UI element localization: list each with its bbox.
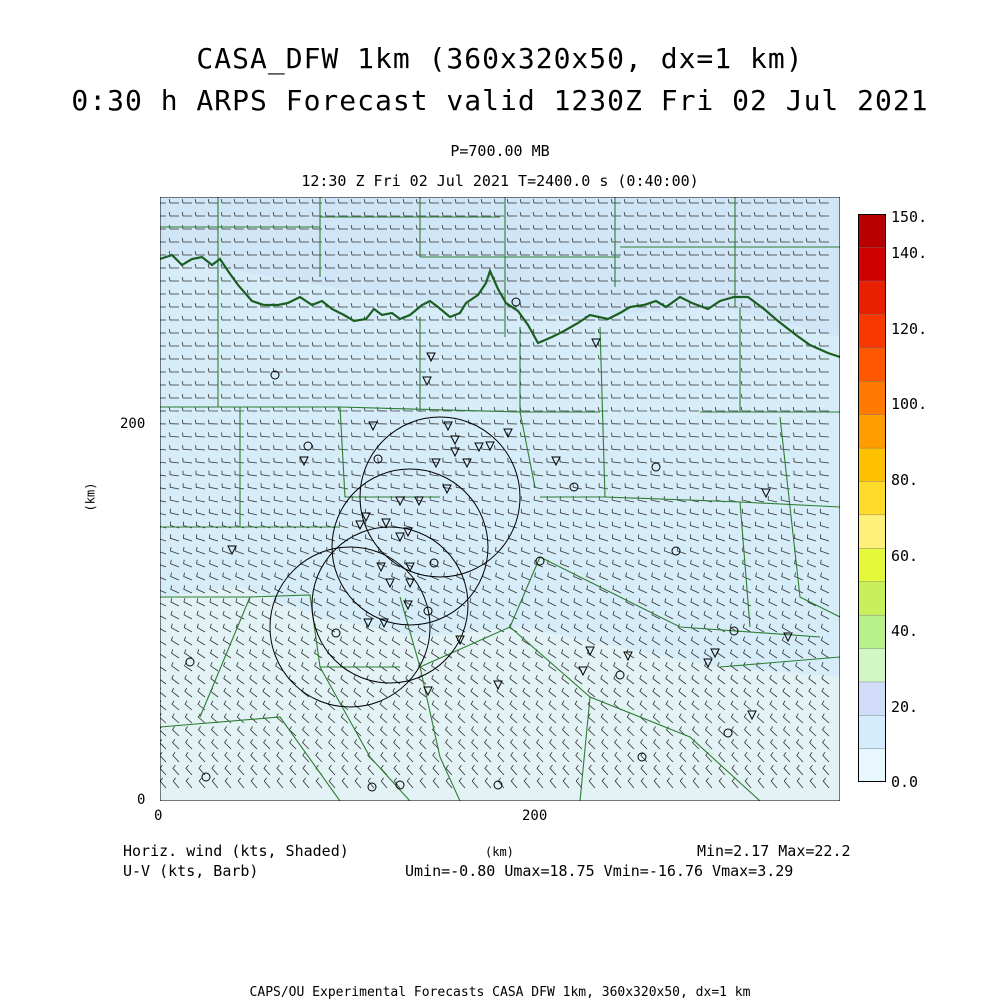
- colorbar-cell-5: [858, 582, 886, 616]
- colorbar-cell-9: [858, 448, 886, 482]
- colorbar-label-40: 40.: [891, 622, 919, 640]
- colorbar-cell-12: [858, 348, 886, 382]
- colorbar-cell-2: [858, 682, 886, 716]
- colorbar-cell-7: [858, 515, 886, 549]
- colorbar-cell-8: [858, 481, 886, 515]
- title-line-2: 0:30 h ARPS Forecast valid 1230Z Fri 02 Jul 2021: [71, 84, 929, 117]
- colorbar-label-60: 60.: [891, 547, 919, 565]
- colorbar-label-100: 100.: [891, 395, 928, 413]
- valid-time: 12:30 Z Fri 02 Jul 2021 T=2400.0 s (0:40:00): [301, 172, 699, 190]
- colorbar-cell-10: [858, 414, 886, 448]
- colorbar-cell-11: [858, 381, 886, 415]
- colorbar-label-80: 80.: [891, 471, 919, 489]
- title-line-1: CASA_DFW 1km (360x320x50, dx=1 km): [196, 42, 804, 75]
- y-tick-0: 0: [137, 792, 146, 808]
- x-tick-0: 0: [154, 808, 163, 824]
- colorbar-cell-6: [858, 548, 886, 582]
- y-axis-unit: (km): [83, 482, 98, 512]
- colorbar-label-0: 0.0: [891, 773, 919, 791]
- colorbar-cell-16: [858, 214, 886, 248]
- colorbar-cell-14: [858, 281, 886, 315]
- x-axis-unit: (km): [485, 845, 514, 859]
- colorbar-cell-15: [858, 247, 886, 281]
- colorbar-label-120: 120.: [891, 320, 928, 338]
- colorbar-label-150: 150.: [891, 208, 928, 226]
- colorbar: [858, 214, 886, 782]
- y-tick-200: 200: [120, 416, 146, 432]
- colorbar-cell-13: [858, 314, 886, 348]
- min-max-stats: Min=2.17 Max=22.2: [697, 842, 851, 860]
- colorbar-label-140: 140.: [891, 244, 928, 262]
- pressure-level: P=700.00 MB: [450, 142, 550, 160]
- x-tick-200: 200: [522, 808, 548, 824]
- barb-field-label: U-V (kts, Barb): [123, 862, 259, 880]
- uv-stats: Umin=-0.80 Umax=18.75 Vmin=-16.76 Vmax=3.29: [405, 862, 794, 880]
- colorbar-cell-3: [858, 648, 886, 682]
- colorbar-cell-1: [858, 715, 886, 749]
- credit-line: CAPS/OU Experimental Forecasts CASA DFW 1km, 360x320x50, dx=1 km: [249, 985, 751, 1000]
- colorbar-cell-4: [858, 615, 886, 649]
- shaded-field-label: Horiz. wind (kts, Shaded): [123, 842, 349, 860]
- colorbar-label-20: 20.: [891, 698, 919, 716]
- colorbar-cell-0: [858, 749, 886, 782]
- wind-map: [160, 197, 840, 801]
